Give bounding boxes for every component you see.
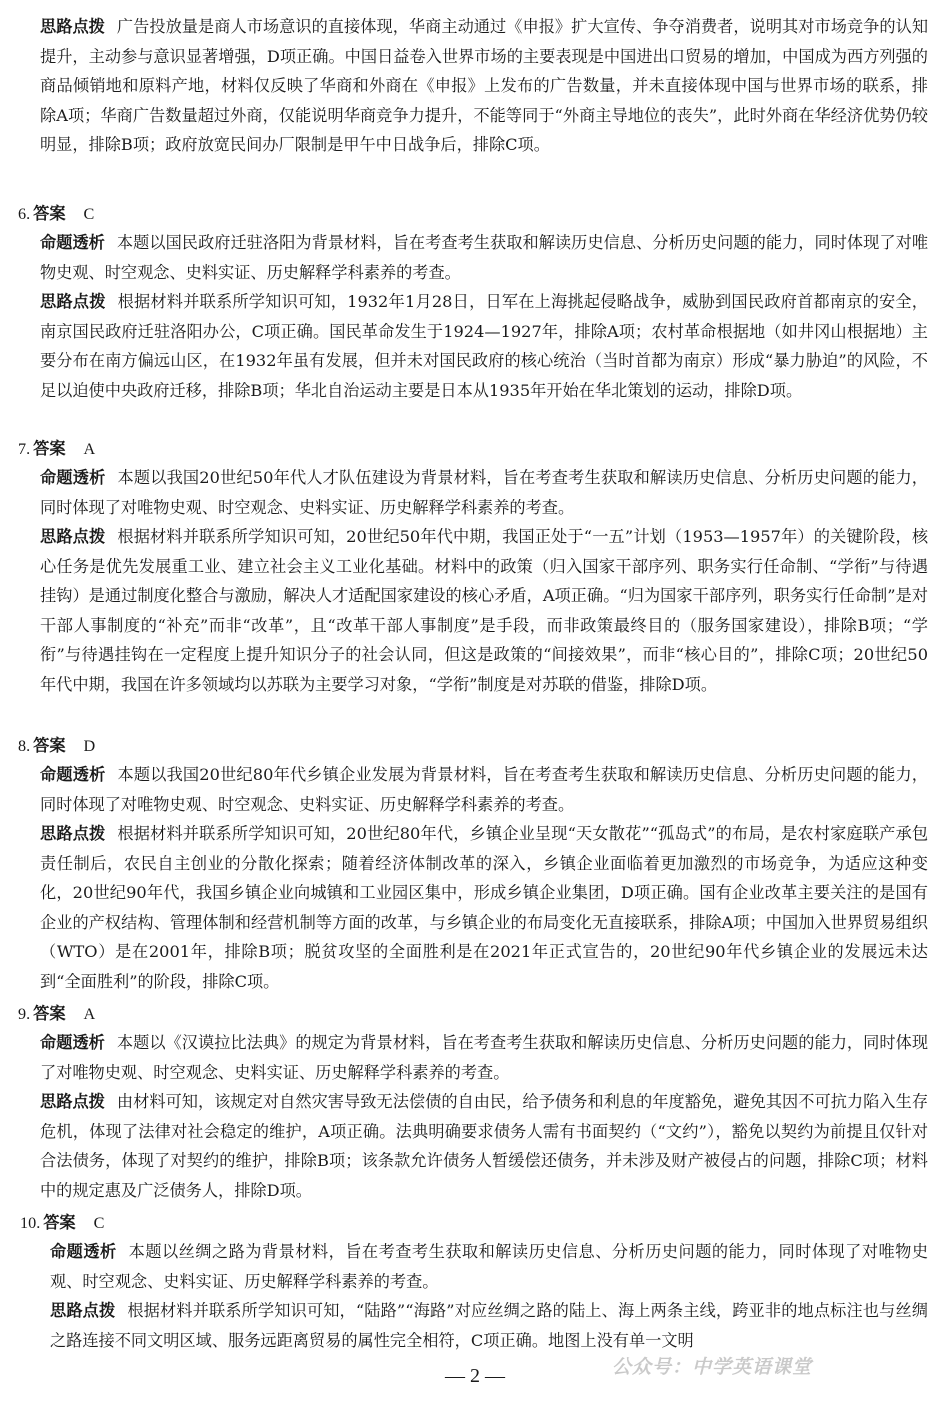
q7-analysis — [40, 522, 928, 699]
answer-label: 答案 — [33, 204, 66, 223]
intent-text: 本题以《汉谟拉比法典》的规定为背景材料，旨在考查考生获取和解读历史信息、分析历史问题的能力，同时体现了对唯物史观、时空观念、史料实证、历史解释学科素养的考查。 — [40, 1033, 929, 1082]
analysis-text: 广告投放量是商人市场意识的直接体现，华商主动通过《申报》扩大宣传、争夺消费者，说明其对市场竞争的认知提升，主动参与意识显著增强，D项正确。中国日益卷入世界市场的主要表现是中国进出口贸易的增加，中国成为西方列强的商品倾销地和原料产地，材料仅反映了华商和外商在《申报》上发布的广告数量，并未直接体现中国与世界市场的联系，排除A项；华商广告数量超过外商，仅能说明华商竞争力提升，不能等同于“外商主导地位的丧失”，此时外商在华经济优势仍较明显，排除B项；政府放宽民间办厂限制是甲午中日战争后，排除C项。 — [40, 17, 929, 154]
q7-intent — [40, 463, 928, 522]
analysis-label: 思路点拨 — [40, 527, 106, 546]
answer-label: 答案 — [33, 439, 66, 458]
intent-text: 本题以丝绸之路为背景材料，旨在考查考生获取和解读历史信息、分析历史问题的能力，同时体现了对唯物史观、时空观念、史料实证、历史解释学科素养的考查。 — [50, 1242, 929, 1291]
intent-text: 本题以我国20世纪80年代乡镇企业发展为背景材料，旨在考查考生获取和解读历史信息、分析历史问题的能力，同时体现了对唯物史观、时空观念、史料实证、历史解释学科素养的考查。 — [40, 765, 928, 814]
question-number: 8. — [18, 737, 31, 755]
analysis-text: 由材料可知，该规定对自然灾害导致无法偿债的自由民，给予债务和利息的年度豁免，避免其因不可抗力陷入生存危机，体现了法律对社会稳定的维护，A项正确。法典明确要求债务人需有书面契约（“文约”），豁免以契约为前提且仅针对合法债务，体现了对契约的维护，排除B项；该条款允许债务人暂缓偿还债务，并未涉及财产被侵占的问题，排除C项；材料中的规定惠及广泛债务人，排除D项。 — [40, 1092, 929, 1200]
answer-value: C — [83, 205, 95, 223]
answer-value: A — [83, 1005, 96, 1023]
intent-text: 本题以我国20世纪50年代人才队伍建设为背景材料，旨在考查考生获取和解读历史信息、分析历史问题的能力，同时体现了对唯物史观、时空观念、史料实证、历史解释学科素养的考查。 — [40, 468, 928, 517]
analysis-label: 思路点拨 — [40, 17, 105, 36]
question-number: 6. — [18, 205, 31, 223]
q9-answer-line — [18, 999, 95, 1030]
q8-analysis — [40, 819, 928, 996]
q8-answer-line — [18, 731, 95, 762]
analysis-label: 思路点拨 — [40, 824, 106, 843]
q7-answer-line — [18, 434, 95, 465]
intent-label: 命题透析 — [40, 765, 106, 784]
intent-label: 命题透析 — [40, 233, 105, 252]
q5-analysis — [40, 12, 928, 160]
q8-intent — [40, 760, 928, 819]
q10-answer-line — [20, 1208, 104, 1239]
q6-answer-line — [18, 199, 94, 230]
analysis-label: 思路点拨 — [50, 1301, 116, 1320]
intent-label: 命题透析 — [40, 468, 106, 487]
q6-intent — [40, 228, 928, 287]
q9-analysis — [40, 1087, 928, 1205]
analysis-text: 根据材料并联系所学知识可知，20世纪80年代，乡镇企业呈现“天女散花”“孤岛式”的布局，是农村家庭联产承包责任制后，农民自主创业的分散化探索；随着经济体制改革的深入，乡镇企业面临着更加激烈的市场竞争，为适应这种变化，20世纪90年代，我国乡镇企业向城镇和工业园区集中，形成乡镇企业集团，D项正确。国有企业改革主要关注的是国有企业的产权结构、管理体制和经营机制等方面的改革，与乡镇企业的布局变化无直接联系，排除A项；中国加入世界贸易组织（WTO）是在2001年，排除B项；脱贫攻坚的全面胜利是在2021年正式宣告的，20世纪90年代乡镇企业的发展远未达到“全面胜利”的阶段，排除C项。 — [40, 824, 929, 991]
answer-value: A — [83, 440, 96, 458]
intent-text: 本题以国民政府迁驻洛阳为背景材料，旨在考查考生获取和解读历史信息、分析历史问题的能力，同时体现了对唯物史观、时空观念、史料实证、历史解释学科素养的考查。 — [40, 233, 929, 282]
q9-intent — [40, 1028, 928, 1087]
analysis-text: 根据材料并联系所学知识可知，1932年1月28日，日军在上海挑起侵略战争，威胁到国民政府首都南京的安全，南京国民政府迁驻洛阳办公，C项正确。国民革命发生于1924—1927年，排除A项；农村革命根据地（如井冈山根据地）主要分布在南方偏远山区，在1932年虽有发展，但并未对国民政府的核心统治（当时首都为南京）形成“暴力胁迫”的风险，不足以迫使中央政府迁移，排除B项；华北自治运动主要是日本从1935年开始在华北策划的运动，排除D项。 — [40, 292, 928, 400]
answer-value: D — [83, 737, 96, 755]
answer-label: 答案 — [43, 1213, 76, 1232]
page-number: — 2 — — [445, 1365, 505, 1387]
intent-label: 命题透析 — [40, 1033, 105, 1052]
question-number: 9. — [18, 1005, 31, 1023]
intent-label: 命题透析 — [50, 1242, 117, 1261]
q10-analysis — [50, 1296, 928, 1355]
analysis-label: 思路点拨 — [40, 292, 106, 311]
answer-label: 答案 — [33, 736, 66, 755]
watermark: 公众号：中学英语课堂 — [612, 1356, 813, 1378]
analysis-text: 根据材料并联系所学知识可知，20世纪50年代中期，我国正处于“一五”计划（1953—1957年）的关键阶段，核心任务是优先发展重工业、建立社会主义工业化基础。材料中的政策（归入国家干部序列、职务实行任命制、“学衔”与待遇挂钩）是通过制度化整合与激励，解决人才适配国家建设的核心矛盾，A项正确。“归为国家干部序列，职务实行任命制”是对干部人事制度的“补充”而非“改革”，且“改革干部人事制度”是手段，而非政策最终目的（服务国家建设），排除B项；“学衔”与待遇挂钩在一定程度上提升知识分子的社会认同，但这是政策的“间接效果”，而非“核心目的”，排除C项；20世纪50年代中期，我国在许多领域均以苏联为主要学习对象，“学衔”制度是对苏联的借鉴，排除D项。 — [40, 527, 929, 694]
question-number: 10. — [20, 1214, 41, 1232]
analysis-text: 根据材料并联系所学知识可知，“陆路”“海路”对应丝绸之路的陆上、海上两条主线，跨亚非的地点标注也与丝绸之路连接不同文明区域、服务远距离贸易的属性完全相符，C项正确。地图上没有单一文明 — [50, 1301, 928, 1350]
answer-label: 答案 — [33, 1004, 66, 1023]
question-number: 7. — [18, 440, 31, 458]
q6-analysis — [40, 287, 928, 405]
q10-intent — [50, 1237, 928, 1296]
analysis-label: 思路点拨 — [40, 1092, 105, 1111]
answer-value: C — [93, 1214, 105, 1232]
